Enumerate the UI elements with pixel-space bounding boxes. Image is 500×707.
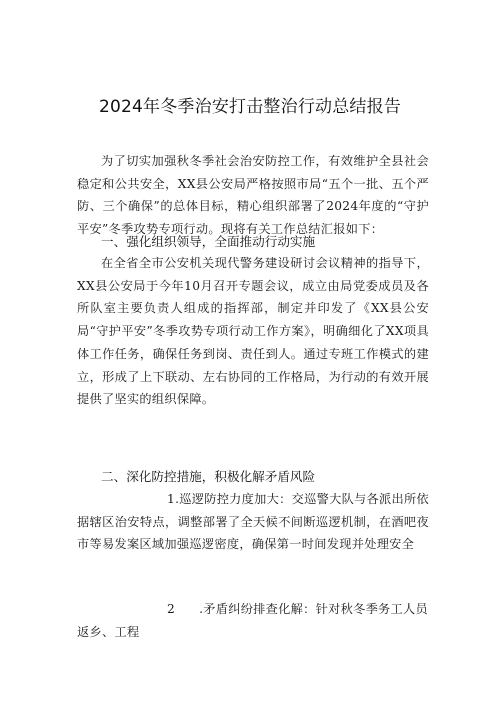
list-item-1-number: 1 (167, 492, 176, 506)
list-item-2-number: 2 (167, 602, 176, 616)
section-1-paragraph: 在全省全市公安机关现代警务建设研讨会议精神的指导下，XX县公安局于今年10月召开专题会议，成立由局党委成员及各所队室主要负责人组成的指挥部，制定并印发了《XX县公安局“守护平安”冬季攻势专项行动工作方案》，明确细化了XX项具体工作任务，确保任务到岗、责任到人。通过专班工作模式的建立，形成了上下联动、左右协同的工作格局，为行动的有效开展提供了坚实的组织保障。 (77, 256, 429, 407)
section-1-heading: 一、强化组织领导，全面推动行动实施 (101, 234, 316, 249)
list-item-2-text: .矛盾纠纷排查化解：针对秋冬季务工人员返乡、工程 (77, 602, 429, 639)
document-title: 2024年冬季治安打击整治行动总结报告 (98, 97, 402, 117)
list-item-1-text: .巡逻防控力度加大：交巡警大队与各派出所依据辖区治安特点，调整部署了全天候不间断巡逻机制，在酒吧夜市等易发案区域加强巡逻密度，确保第一时间发现并处理安全 (77, 492, 429, 552)
list-item-1 (77, 488, 429, 556)
section-2-heading: 二、深化防控措施，积极化解矛盾风险 (101, 469, 316, 484)
intro-paragraph: 为了切实加强秋冬季社会治安防控工作，有效维护全县社会稳定和公共安全，XX县公安局严格按照市局“五个一批、五个严防、三个确保”的总体目标，精心组织部署了2024年度的“守护平安”冬季攻势专项行动。现将有关工作总结汇报如下： (77, 154, 429, 237)
list-item-2 (77, 598, 429, 643)
